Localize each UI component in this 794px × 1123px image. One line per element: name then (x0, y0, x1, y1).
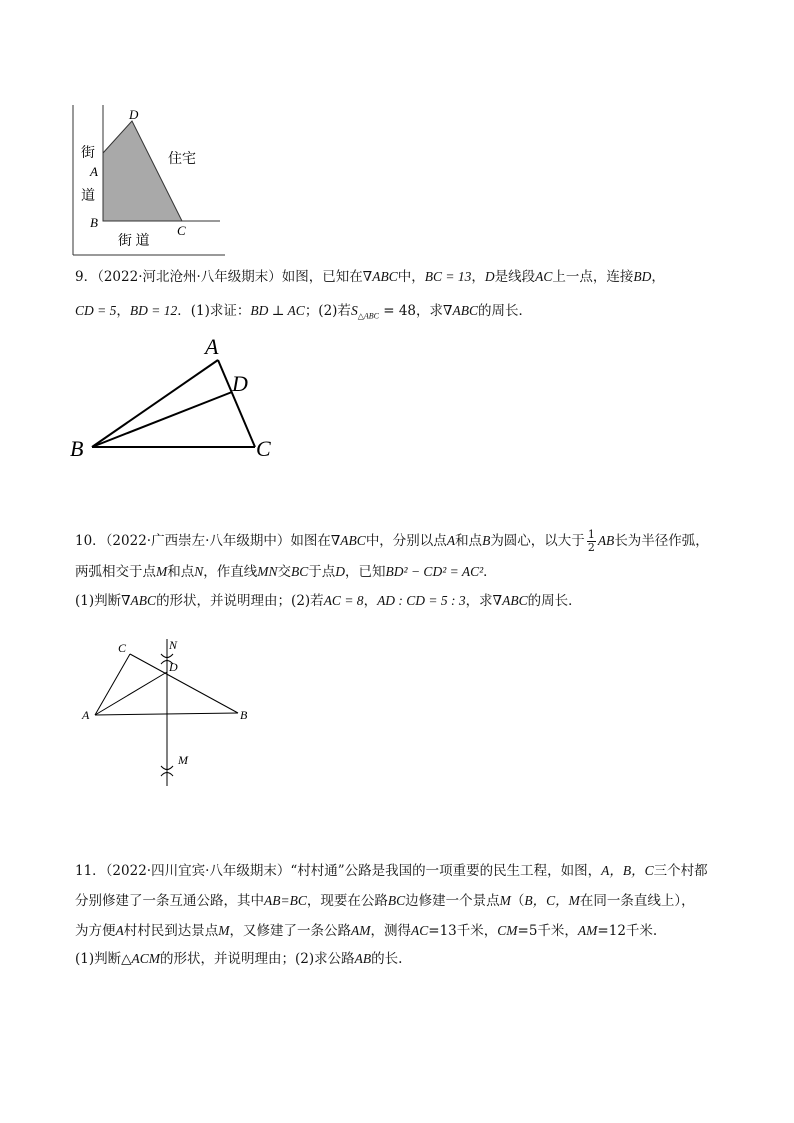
problem-11 (75, 862, 735, 968)
segment-CB (130, 654, 238, 713)
problem-11-line-1: 11．（2022·四川宜宾·八年级期末）“村村通”公路是我国的一项重要的民生工程，如图，A，B，C三个村都 (75, 863, 708, 879)
label-B: B (90, 215, 98, 230)
label-street-h: 街 道 (118, 234, 150, 249)
segment-AC (95, 654, 130, 715)
segment-AD (95, 672, 167, 715)
label-A: A (90, 164, 98, 179)
label-residence: 住宅 (168, 152, 196, 167)
label-C: C (118, 641, 127, 655)
label-N: N (169, 638, 178, 652)
figure-problem-9 (65, 330, 285, 465)
problem-9-line-2: CD = 5，BD = 12．(1)求证：BD ⊥ AC；(2)若$S_{\triangle ABC} = 48$，求∇ABC的周长． (75, 303, 532, 321)
label-A: A (82, 708, 90, 722)
problem-9-line-1: 9．（2022·河北沧州·八年级期末）如图，已知在∇ABC中，BC = 13，D是线段AC上一点，连接BD， (75, 269, 665, 285)
problem-10-line-1: 10．（2022·广西崇左·八年级期中）如图在 ∇ABC 中，分别以点 A 和点 B 为圆心，以大于 1 2 AB 长为半径作弧， (75, 527, 709, 554)
problem-11-line-3: 为方便A村村民到达景点M，又修建了一条公路AM，测得AC=13千米，CM=5千米，AM=12千米. (75, 923, 658, 939)
fraction-one-half: 1 2 (587, 527, 595, 554)
problem-11-line-2: 分别修建了一条互通公路，其中AB=BC，现要在公路BC边修建一个景点M（B，C，M在同一条直线上）， (75, 893, 695, 909)
label-D: D (169, 660, 178, 674)
problem-10-line-3: (1)判断∇ABC的形状，并说明理由；(2)若AC = 8，AD : CD = 5 : 3，求∇ABC的周长． (75, 593, 582, 609)
label-D: D (232, 371, 248, 396)
segment-BA (92, 360, 218, 447)
label-B: B (240, 708, 248, 722)
segment-BD (92, 392, 232, 447)
problem-10-line-2: 两弧相交于点M和点N，作直线MN交BC于点D，已知BD² − CD² = AC²． (75, 564, 497, 580)
label-B: B (70, 436, 84, 461)
problem-10 (75, 523, 735, 610)
label-street-v2: 道 (81, 189, 95, 204)
shaded-quadrilateral (103, 121, 182, 221)
label-C: C (256, 436, 271, 461)
label-M: M (178, 753, 188, 767)
label-A: A (205, 334, 219, 359)
figure-street-residence (60, 95, 240, 265)
label-C: C (177, 223, 186, 238)
problem-11-line-4: (1)判断△ACM的形状，并说明理由；(2)求公路AB的长. (75, 951, 403, 967)
label-D: D (129, 107, 139, 122)
figure-problem-10 (78, 633, 258, 793)
problem-9 (75, 268, 735, 320)
label-street-v1: 街 (81, 146, 95, 161)
